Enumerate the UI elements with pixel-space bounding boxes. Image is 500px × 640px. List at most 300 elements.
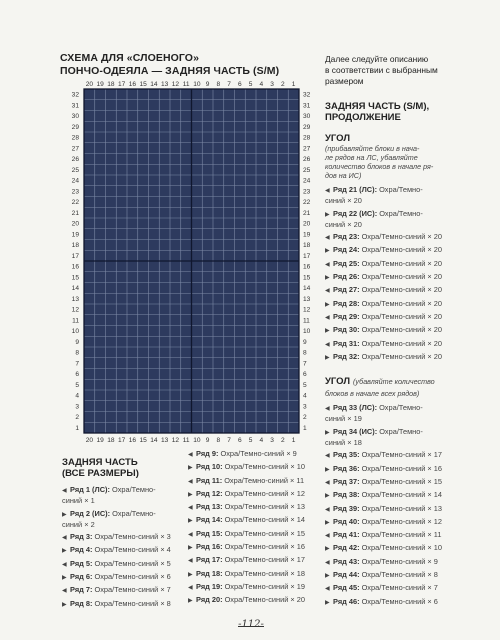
row-colors: Охра/Темно-	[377, 185, 423, 194]
triangle-left-icon: ◀	[325, 406, 330, 413]
row-instruction-line	[188, 582, 316, 593]
row-instruction	[325, 597, 485, 608]
row-number-left: 24	[71, 177, 79, 185]
row-label: Ряд 37:	[333, 476, 360, 486]
row-instruction-line	[325, 427, 485, 438]
triangle-right-icon: ▶	[188, 491, 193, 498]
row-instruction	[188, 449, 316, 460]
row-label: Ряд 21 (ЛС):	[333, 185, 378, 194]
row-instruction-line	[188, 542, 316, 553]
row-instruction-line	[325, 543, 485, 554]
column-number-bottom: 20	[85, 437, 94, 444]
row-number-left: 17	[71, 252, 79, 260]
row-label: Ряд 17:	[196, 555, 223, 565]
row-colors: Охра/Темно-синий × 16	[222, 542, 306, 552]
row-instruction-line	[188, 449, 316, 460]
column-number-bottom: 14	[150, 437, 158, 444]
column-number-top: 15	[139, 81, 147, 88]
row-colors: Охра/Темно-синий × 8	[359, 570, 438, 580]
row-colors: Охра/Темно-синий × 17	[359, 450, 443, 460]
row-colors: Охра/Темно-синий × 8	[92, 598, 171, 608]
row-colors: Охра/Темно-	[377, 403, 423, 413]
triangle-left-icon: ◀	[325, 586, 330, 593]
row-instruction-line	[188, 476, 316, 487]
row-instruction-line	[325, 450, 485, 461]
row-number-right: 5	[303, 381, 307, 389]
row-number-left: 10	[71, 328, 79, 336]
row-number-left: 15	[71, 274, 79, 282]
corner-note: дов на ИС)	[325, 171, 362, 180]
row-instruction	[325, 504, 485, 515]
row-number-left: 7	[75, 360, 79, 368]
row-instruction-line	[325, 299, 485, 310]
row-instruction	[325, 450, 485, 461]
row-label: Ряд 44:	[333, 570, 360, 580]
row-number-left: 31	[71, 102, 79, 110]
row-number-right: 4	[303, 392, 307, 400]
column-number-bottom: 13	[160, 437, 169, 444]
corner-title-line	[325, 371, 485, 389]
row-instruction-line	[325, 209, 485, 220]
row-instruction	[62, 509, 180, 531]
row-colors: Охра/Темно-синий × 20	[359, 351, 443, 361]
row-colors: Охра/Темно-синий × 13	[359, 503, 443, 513]
row-colors: Охра/Темно-	[109, 485, 156, 494]
column-number-bottom: 18	[107, 437, 115, 444]
row-colors: Охра/Темно-синий × 19	[222, 581, 306, 591]
column-number-top: 16	[128, 81, 137, 88]
triangle-right-icon: ▶	[325, 493, 330, 500]
row-instruction	[325, 185, 485, 207]
row-number-left: 5	[75, 381, 79, 389]
corner-note: (прибавляйте блоки в нача-	[325, 144, 420, 153]
row-instruction-line	[325, 312, 485, 323]
triangle-left-icon: ◀	[188, 584, 193, 591]
triangle-right-icon: ▶	[325, 328, 330, 335]
row-instruction	[325, 403, 485, 425]
row-instruction-line	[325, 352, 485, 363]
row-label: Ряд 26:	[333, 272, 360, 282]
row-instruction-line: синий × 20	[325, 196, 362, 206]
row-instruction	[188, 555, 316, 566]
row-label: Ряд 28:	[333, 298, 360, 308]
row-colors: Охра/Темно-синий × 20	[359, 245, 443, 255]
row-number-left: 19	[71, 231, 79, 239]
row-label: Ряд 23:	[333, 232, 360, 242]
row-instruction-line	[188, 555, 316, 566]
triangle-right-icon: ▶	[62, 575, 67, 582]
row-instruction-line	[188, 489, 316, 500]
triangle-right-icon: ▶	[325, 519, 330, 526]
triangle-right-icon: ▶	[325, 354, 330, 361]
row-colors: Охра/Темно-синий × 13	[222, 502, 306, 512]
row-instruction	[325, 557, 485, 568]
row-colors: Охра/Темно-синий × 3	[92, 532, 171, 542]
row-colors: Охра/Темно-синий × 14	[222, 515, 306, 525]
row-instruction-line: синий × 18	[325, 438, 362, 448]
row-label: Ряд 14:	[196, 515, 223, 525]
row-colors: Охра/Темно-синий × 20	[359, 272, 443, 282]
row-colors: Охра/Темно-синий × 9	[359, 556, 438, 566]
column-number-bottom: 19	[96, 437, 104, 444]
row-number-left: 8	[75, 349, 79, 357]
row-label: Ряд 9:	[196, 449, 219, 458]
row-number-left: 26	[71, 156, 79, 164]
row-label: Ряд 19:	[196, 581, 223, 591]
row-instruction	[188, 529, 316, 540]
row-number-left: 21	[71, 209, 79, 217]
row-number-right: 14	[303, 285, 311, 293]
row-number-right: 19	[303, 231, 311, 239]
row-label: Ряд 20:	[196, 595, 223, 605]
row-instruction	[325, 490, 485, 501]
row-instruction-line	[62, 599, 180, 610]
row-instruction-line	[62, 509, 180, 520]
row-label: Ряд 31:	[333, 338, 360, 348]
row-instruction	[325, 583, 485, 594]
column-number-top: 1	[291, 81, 296, 88]
triangle-left-icon: ◀	[325, 533, 330, 540]
row-instruction-line: синий × 1	[62, 496, 95, 506]
row-label: Ряд 18:	[196, 568, 223, 578]
row-instruction	[62, 572, 180, 583]
triangle-left-icon: ◀	[325, 559, 330, 566]
row-label: Ряд 29:	[333, 311, 360, 321]
column-number-top: 12	[171, 81, 180, 88]
triangle-right-icon: ▶	[188, 545, 193, 552]
corner-note: количество блоков в начале ря-	[325, 162, 434, 171]
row-label: Ряд 42:	[333, 543, 360, 553]
triangle-left-icon: ◀	[325, 261, 330, 268]
row-number-right: 17	[303, 252, 311, 260]
row-number-left: 27	[71, 145, 79, 153]
row-number-right: 2	[303, 414, 307, 422]
row-number-left: 32	[71, 91, 79, 99]
triangle-right-icon: ▶	[325, 429, 330, 436]
row-label: Ряд 32:	[333, 351, 360, 361]
row-number-left: 28	[71, 134, 79, 142]
row-number-right: 27	[303, 145, 311, 153]
column-number-bottom: 2	[281, 437, 285, 444]
row-colors: Охра/Темно-синий × 7	[92, 585, 171, 595]
row-instruction-line	[325, 339, 485, 350]
row-instruction-line	[188, 569, 316, 580]
triangle-right-icon: ▶	[325, 466, 330, 473]
triangle-right-icon: ▶	[188, 598, 193, 605]
triangle-left-icon: ◀	[188, 531, 193, 538]
row-number-right: 10	[303, 328, 311, 336]
column-number-top: 14	[150, 81, 158, 88]
triangle-left-icon: ◀	[188, 505, 193, 512]
column-number-top: 7	[227, 81, 231, 88]
row-number-right: 13	[303, 295, 311, 303]
row-number-right: 16	[303, 263, 311, 271]
row-instruction	[188, 542, 316, 553]
row-label: Ряд 1 (ЛС):	[70, 485, 110, 494]
row-instruction-line	[62, 532, 180, 543]
row-label: Ряд 16:	[196, 542, 223, 552]
row-number-right: 21	[303, 209, 311, 217]
column-number-bottom: 5	[248, 437, 253, 444]
row-colors: Охра/Темно-синий × 6	[359, 596, 438, 606]
row-label: Ряд 46:	[333, 596, 360, 606]
column-number-bottom: 15	[139, 437, 147, 444]
row-instruction-line	[188, 595, 316, 606]
row-instruction-line	[325, 403, 485, 414]
row-instruction-line	[62, 572, 180, 583]
triangle-right-icon: ▶	[188, 518, 193, 525]
row-instruction-line	[325, 517, 485, 528]
row-number-left: 29	[71, 123, 79, 131]
row-instruction-line	[325, 185, 485, 196]
row-instruction	[325, 232, 485, 243]
row-label: Ряд 2 (ИС):	[70, 508, 111, 518]
row-number-left: 13	[71, 295, 79, 303]
column-number-bottom: 12	[171, 437, 180, 444]
row-colors: Охра/Темно-синий × 20	[359, 311, 443, 321]
back-all-sizes-section	[62, 457, 180, 612]
triangle-right-icon: ▶	[188, 465, 193, 472]
row-instruction-line: синий × 2	[62, 519, 95, 529]
row-instruction	[325, 285, 485, 296]
section-heading: (ВСЕ РАЗМЕРЫ)	[62, 468, 139, 479]
row-instruction-line	[188, 529, 316, 540]
row-instruction-line	[62, 485, 180, 496]
row-number-right: 22	[303, 199, 311, 207]
row-colors: Охра/Темно-синий × 18	[222, 568, 306, 578]
row-instruction-line	[325, 557, 485, 568]
triangle-right-icon: ▶	[325, 211, 330, 218]
row-instruction-line	[325, 325, 485, 336]
row-number-right: 29	[303, 123, 311, 131]
row-number-left: 20	[71, 220, 79, 228]
row-instruction-line	[62, 559, 180, 570]
row-number-right: 20	[303, 220, 311, 228]
row-colors: Охра/Темно-синий × 20	[359, 258, 443, 268]
row-colors: Охра/Темно-синий × 15	[222, 528, 306, 538]
row-instruction	[188, 582, 316, 593]
back-continued-section	[325, 54, 485, 610]
row-instruction	[188, 476, 316, 487]
row-number-right: 12	[303, 306, 311, 314]
column-number-bottom: 16	[128, 437, 137, 444]
row-instruction-line	[325, 597, 485, 608]
row-label: Ряд 10:	[196, 462, 223, 472]
row-colors: Охра/Темно-синий × 5	[92, 558, 171, 568]
triangle-right-icon: ▶	[325, 573, 330, 580]
row-label: Ряд 35:	[333, 450, 360, 460]
row-instruction-line	[325, 285, 485, 296]
row-instruction-line: синий × 20	[325, 219, 362, 229]
row-instruction	[325, 464, 485, 475]
row-instruction	[62, 545, 180, 556]
column-number-bottom: 9	[205, 437, 210, 444]
row-number-left: 16	[71, 263, 79, 271]
row-label: Ряд 33 (ЛС):	[333, 403, 378, 413]
row-label: Ряд 24:	[333, 245, 360, 255]
row-number-right: 8	[303, 349, 307, 357]
row-label: Ряд 3:	[70, 532, 93, 542]
row-instruction	[325, 543, 485, 554]
row-colors: Охра/Темно-синий × 12	[359, 516, 443, 526]
row-instruction-line: синий × 19	[325, 414, 362, 424]
row-colors: Охра/Темно-синий × 20	[359, 232, 443, 242]
column-number-top: 9	[205, 81, 210, 88]
column-number-bottom: 7	[227, 437, 231, 444]
row-colors: Охра/Темно-синий × 6	[92, 572, 171, 582]
triangle-right-icon: ▶	[325, 248, 330, 255]
triangle-right-icon: ▶	[325, 599, 330, 606]
row-instruction	[62, 485, 180, 507]
row-instruction	[62, 559, 180, 570]
chart-title-line-1: СХЕМА ДЛЯ «СЛОЕНОГО»	[60, 52, 200, 64]
column-number-top: 17	[117, 81, 126, 88]
column-number-top: 19	[96, 81, 104, 88]
row-label: Ряд 34 (ИС):	[333, 426, 378, 436]
row-label: Ряд 25:	[333, 258, 360, 268]
triangle-left-icon: ◀	[325, 235, 330, 242]
row-label: Ряд 30:	[333, 325, 360, 335]
row-instruction	[62, 585, 180, 596]
triangle-left-icon: ◀	[188, 558, 193, 565]
row-label: Ряд 39:	[333, 503, 360, 513]
triangle-left-icon: ◀	[62, 561, 67, 568]
row-number-left: 25	[71, 166, 79, 174]
row-colors: Охра/Темно-	[377, 426, 423, 436]
row-instruction-line	[325, 490, 485, 501]
row-label: Ряд 40:	[333, 516, 360, 526]
row-number-left: 3	[75, 403, 79, 411]
row-colors: Охра/Темно-синий × 20	[359, 325, 443, 335]
row-instruction-line	[62, 585, 180, 596]
triangle-left-icon: ◀	[62, 535, 67, 542]
row-label: Ряд 38:	[333, 490, 360, 500]
row-instruction	[188, 502, 316, 513]
row-colors: Охра/Темно-синий × 20	[359, 338, 443, 348]
row-label: Ряд 45:	[333, 583, 360, 593]
triangle-left-icon: ◀	[62, 488, 67, 494]
row-number-right: 7	[303, 360, 307, 368]
row-instruction	[188, 595, 316, 606]
row-number-right: 23	[303, 188, 311, 196]
row-instruction-line	[62, 545, 180, 556]
row-label: Ряд 22 (ИС):	[333, 208, 378, 218]
corner-title: УГОЛ	[325, 376, 350, 388]
row-label: Ряд 27:	[333, 285, 360, 295]
row-number-left: 14	[71, 285, 79, 293]
column-number-top: 8	[216, 81, 221, 88]
column-number-top: 6	[238, 81, 242, 88]
row-instruction	[325, 570, 485, 581]
triangle-left-icon: ◀	[325, 341, 330, 348]
row-colors: Охра/Темно-синий × 7	[359, 583, 438, 593]
intro-text: в соответствии с выбранным	[325, 65, 438, 75]
section-heading: ЗАДНЯЯ ЧАСТЬ (S/M),	[325, 101, 430, 112]
column-number-top: 3	[270, 81, 274, 88]
row-colors: Охра/Темно-синий × 11	[222, 475, 305, 485]
triangle-right-icon: ▶	[325, 275, 330, 282]
row-instruction-line	[325, 259, 485, 270]
triangle-left-icon: ◀	[325, 506, 330, 513]
row-number-right: 6	[303, 371, 307, 379]
row-label: Ряд 13:	[196, 502, 223, 512]
row-colors: Охра/Темно-синий × 20	[359, 285, 443, 295]
row-instruction	[325, 312, 485, 323]
row-number-left: 9	[75, 338, 79, 346]
row-number-left: 18	[71, 242, 79, 250]
triangle-right-icon: ▶	[325, 301, 330, 308]
row-number-right: 3	[303, 403, 307, 411]
row-label: Ряд 11:	[196, 475, 223, 485]
row-number-left: 2	[75, 414, 79, 422]
row-instruction	[325, 209, 485, 231]
row-instruction	[325, 245, 485, 256]
row-colors: Охра/Темно-синий × 14	[359, 490, 443, 500]
row-number-right: 15	[303, 274, 311, 282]
row-instruction-line	[325, 504, 485, 515]
row-number-left: 11	[72, 317, 79, 325]
row-label: Ряд 41:	[333, 530, 360, 540]
row-number-right: 11	[303, 317, 310, 325]
row-instruction	[188, 462, 316, 473]
row-number-right: 26	[303, 156, 311, 164]
page-number: -112-	[236, 619, 266, 630]
column-number-bottom: 11	[182, 437, 190, 444]
column-number-top: 11	[182, 81, 190, 88]
column-number-top: 18	[107, 81, 115, 88]
row-instruction-line	[325, 464, 485, 475]
row-instruction	[62, 599, 180, 610]
row-label: Ряд 4:	[70, 545, 93, 555]
triangle-right-icon: ▶	[62, 601, 67, 608]
row-instruction	[62, 532, 180, 543]
row-colors: Охра/Темно-	[110, 508, 156, 518]
row-number-right: 24	[303, 177, 311, 185]
row-colors: Охра/Темно-синий × 15	[359, 476, 443, 486]
corner-note: (убавляйте количество	[353, 377, 435, 387]
row-label: Ряд 7:	[70, 585, 93, 595]
triangle-left-icon: ◀	[62, 588, 67, 595]
row-colors: Охра/Темно-синий × 10	[359, 543, 443, 553]
triangle-left-icon: ◀	[188, 478, 193, 485]
row-instruction	[325, 427, 485, 449]
row-number-right: 32	[303, 91, 311, 99]
row-colors: Охра/Темно-	[377, 208, 423, 218]
row-colors: Охра/Темно-синий × 20	[222, 595, 306, 605]
column-number-top: 10	[193, 81, 201, 88]
row-number-left: 1	[75, 424, 79, 432]
row-instruction-line	[325, 245, 485, 256]
section-heading: ПРОДОЛЖЕНИЕ	[325, 112, 401, 123]
column-number-bottom: 4	[259, 437, 264, 444]
corner-note: блоков в начале всех рядов)	[325, 389, 420, 399]
row-instruction	[188, 515, 316, 526]
row-number-left: 22	[71, 199, 79, 207]
row-instruction	[325, 530, 485, 541]
section-heading: ЗАДНЯЯ ЧАСТЬ	[62, 457, 138, 468]
row-number-right: 18	[303, 242, 311, 250]
row-colors: Охра/Темно-синий × 11	[359, 530, 442, 540]
row-number-left: 23	[71, 188, 79, 196]
row-number-right: 30	[303, 113, 311, 121]
row-colors: Охра/Темно-синий × 9	[218, 449, 297, 458]
row-colors: Охра/Темно-синий × 16	[359, 463, 443, 473]
row-instruction-line	[325, 232, 485, 243]
column-number-top: 2	[281, 81, 285, 88]
column-number-top: 13	[160, 81, 169, 88]
row-colors: Охра/Темно-синий × 17	[222, 555, 306, 565]
triangle-right-icon: ▶	[188, 571, 193, 578]
